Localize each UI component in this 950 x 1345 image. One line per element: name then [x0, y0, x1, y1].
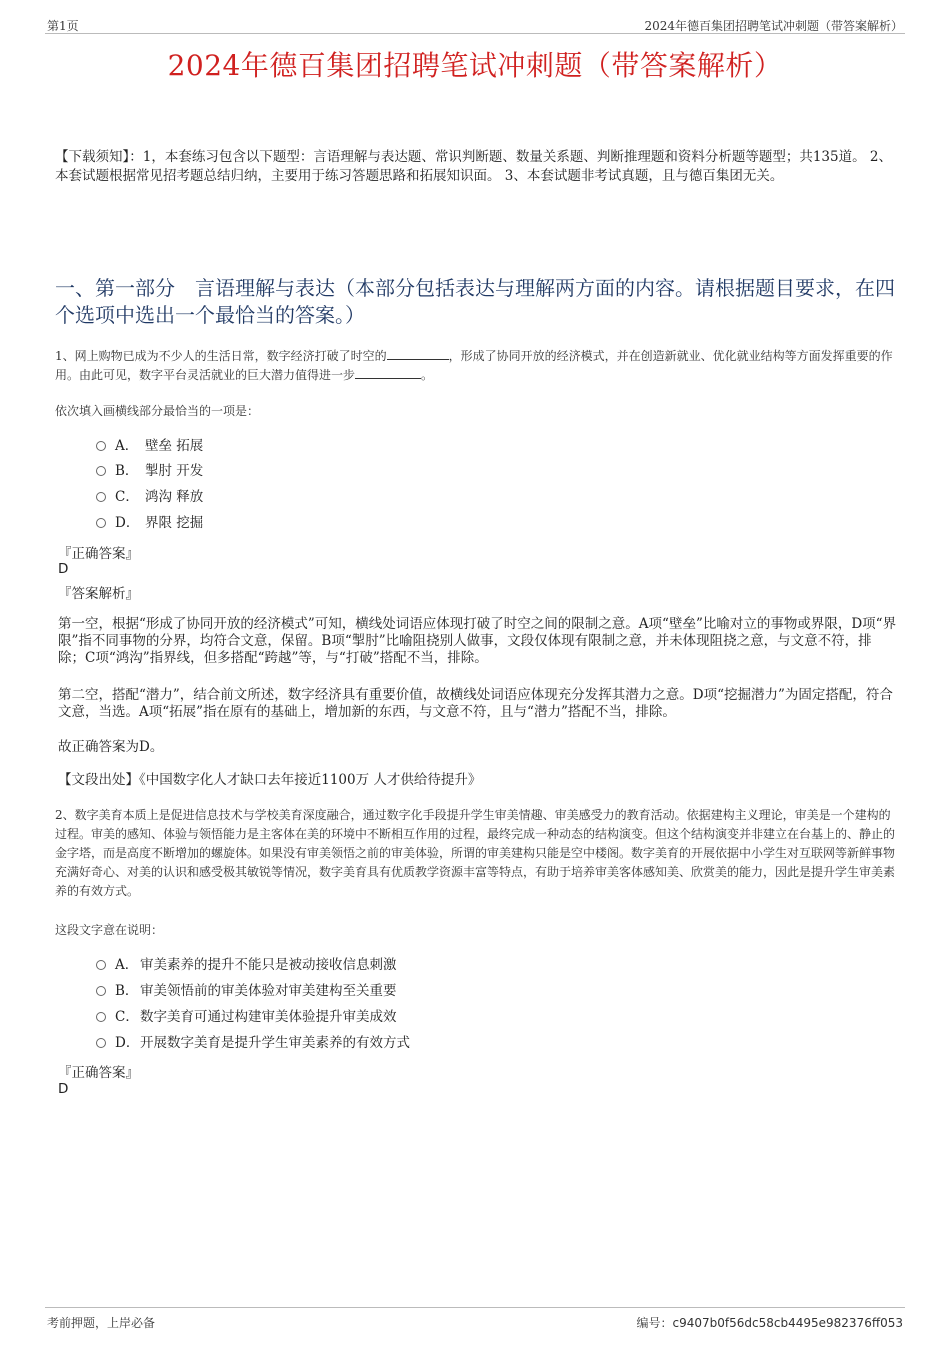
blank-1 [387, 347, 449, 360]
q1-answer: D [58, 561, 69, 577]
q1-stem-part1: 1、网上购物已成为不少人的生活日常，数字经济打破了时空的 [55, 349, 387, 363]
question-1-options [96, 436, 496, 536]
q1-source: 【文段出处】《中国数字化人才缺口去年接近1100万 人才供给待提升》 [58, 772, 482, 788]
q1-analysis-label: 『答案解析』 [58, 586, 139, 602]
option-c[interactable]: C． 鸿沟 释放 [96, 487, 203, 507]
radio-icon[interactable] [96, 1038, 106, 1048]
question-1-stem [55, 347, 900, 385]
footer-code: 编号：c9407b0f56dc58cb4495e982376ff053 [636, 1316, 903, 1330]
option-b[interactable]: B． 审美领悟前的审美体验对审美建构至关重要 [96, 981, 397, 1001]
q1-answer-label: 『正确答案』 [58, 546, 139, 562]
q1-analysis-para-1: 第一空，根据“形成了协同开放的经济模式”可知，横线处词语应体现打破了时空之间的限制之意。A项“壁垒”比喻对立的事物或界限，D项“界限”指不同事物的分界，均符合文意，保留。B项“掣肘”比喻阻挠别人做事，文段仅体现有限制之意，并未体现阻挠之意，与文意不符，排除；C项“鸿沟”指界线，但多搭配“跨越”等，与“打破”搭配不当，排除。 [58, 616, 897, 666]
download-notice: 【下载须知】：1，本套练习包含以下题型：言语理解与表达题、常识判断题、数量关系题、判断推理题和资料分析题等题型；共135道。 2、本套试题根据常见招考题总结归纳，主要用于练习答题思路和拓展知识面。 3、本套试题非考试真题，且与德百集团无关。 [55, 149, 892, 184]
page-number: 第1页 [47, 19, 79, 33]
footer-slogan: 考前押题，上岸必备 [47, 1316, 156, 1330]
question-2-options [96, 955, 596, 1055]
option-a[interactable]: A． 壁垒 拓展 [96, 436, 203, 456]
radio-icon[interactable] [96, 986, 106, 996]
header-doc-title: 2024年德百集团招聘笔试冲刺题（带答案解析） [644, 19, 903, 33]
radio-icon[interactable] [96, 441, 106, 451]
section-heading: 一、第一部分 言语理解与表达（本部分包括表达与理解两方面的内容。请根据题目要求，在四个选项中选出一个最恰当的答案。） [55, 276, 895, 327]
q2-answer: D [58, 1081, 69, 1097]
page-title: 2024年德百集团招聘笔试冲刺题（带答案解析） [167, 49, 783, 82]
question-2-stem: 2、数字美育本质上是促进信息技术与学校美育深度融合，通过数字化手段提升学生审美情趣、审美感受力的教育活动。依据建构主义理论，审美是一个建构的过程。审美的感知、体验与领悟能力是主客体在美的环境中不断相互作用的过程，最终完成一种动态的结构演变。但这个结构演变并非建立在台基上的、静止的金字塔，而是高度不断增加的螺旋体。如果没有审美领悟之前的审美体验，所谓的审美建构只能是空中楼阁。数字美育的开展依据中小学生对互联网等新鲜事物充满好奇心、对美的认识和感受极其敏锐等情况，数字美育具有优质教学资源丰富等特点，有助于培养审美客体感知美、欣赏美的能力，因此是提升学生审美素养的有效方式。 [55, 808, 896, 898]
radio-icon[interactable] [96, 492, 106, 502]
radio-icon[interactable] [96, 518, 106, 528]
option-b[interactable]: B． 掣肘 开发 [96, 461, 203, 481]
q1-stem-part3: 。 [421, 368, 434, 382]
option-d[interactable]: D．开展数字美育是提升学生审美素养的有效方式 [96, 1033, 410, 1053]
q2-answer-label: 『正确答案』 [58, 1065, 139, 1081]
footer-rule [45, 1307, 905, 1308]
question-1-prompt: 依次填入画横线部分最恰当的一项是： [55, 404, 260, 418]
radio-icon[interactable] [96, 960, 106, 970]
option-c[interactable]: C．数字美育可通过构建审美体验提升审美成效 [96, 1007, 397, 1027]
option-a[interactable]: A． 审美素养的提升不能只是被动接收信息刺激 [96, 955, 397, 975]
radio-icon[interactable] [96, 1012, 106, 1022]
q1-analysis-conclusion: 故正确答案为D。 [58, 739, 164, 755]
q1-stem-part2: ，形成了协同开放的经济模式，并在创造新就业、优化就业结构等方面发挥重要的作用。由此可见，数字平台灵活就业的巨大潜力值得进一步 [55, 349, 893, 382]
blank-2 [355, 366, 421, 379]
q1-analysis-para-2: 第二空，搭配“潜力”，结合前文所述，数字经济具有重要价值，故横线处词语应体现充分发挥其潜力之意。D项“挖掘潜力”为固定搭配，符合文意，当选。A项“拓展”指在原有的基础上，增加新的东西，与文意不符，且与“潜力”搭配不当，排除。 [58, 687, 893, 720]
option-d[interactable]: D． 界限 挖掘 [96, 513, 203, 533]
radio-icon[interactable] [96, 466, 106, 476]
question-2-prompt: 这段文字意在说明： [55, 923, 164, 937]
header-rule [45, 33, 905, 34]
